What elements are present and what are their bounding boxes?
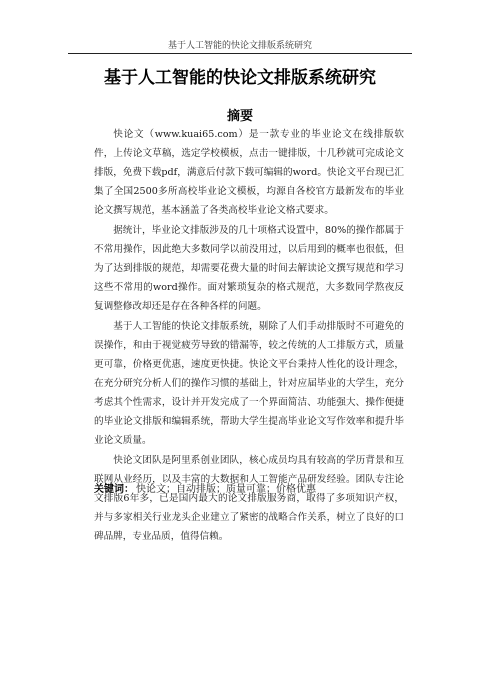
keywords-label: 关键词：: [94, 484, 134, 495]
paper-title: 基于人工智能的快论文排版系统研究: [104, 68, 376, 88]
header-rule: [68, 53, 412, 54]
keywords-values: 快论文；自动排版；质量可靠；价格优惠: [136, 484, 316, 495]
running-header: 基于人工智能的快论文排版系统研究: [167, 41, 312, 51]
abstract-paragraph-3: 基于人工智能的快论文排版系统，剔除了人们手动排版时不可避免的误操作，和由于视觉疲劳导致的错漏等，较之传统的人工排版方式，质量更可靠，价格更优惠，速度更快捷。快论文平台秉持人性化的设计理念，在充分研究分析人们的操作习惯的基础上，针对应届毕业的大学生，充分考虑其个性需求，设计并开发完成了一个界面简洁、功能强大、操作便捷的毕业论文排版和编辑系统，帮助大学生提高毕业论文写作效率和提升毕业论文质量。: [94, 321, 404, 446]
abstract-paragraph-4: 快论文团队是阿里系创业团队，核心成员均具有较高的学历背景和互联网从业经历，以及丰富的大数据和人工智能产品研发经验。团队专注论文排版6年多，已是国内最大的论文排版服务商，取得了多项知识产权，并与多家相关行业龙头企业建立了紧密的战略合作关系，树立了良好的口碑品牌，专业品质，值得信赖。: [94, 455, 404, 542]
abstract-paragraph-1: 快论文（www.kuai65.com）是一款专业的毕业论文在线排版软件，上传论文草稿，选定学校模板，点击一键排版，十几秒就可完成论文排版，免费下载pdf，满意后付款下载可编辑的word。快论文平台现已汇集了全国2500多所高校毕业论文模板，均源自各校官方最新发布的毕业论文撰写规范，基本涵盖了各类高校毕业论文格式要求。: [94, 129, 404, 216]
abstract-heading: 摘要: [226, 109, 253, 124]
keywords-line: [94, 483, 404, 497]
abstract-paragraph-2: 据统计，毕业论文排版涉及的几十项格式设置中，80%的操作都属于不常用操作，因此绝大多数同学以前没用过，以后用到的概率也很低，但为了达到排版的规范，却需要花费大量的时间去解读论文撰写规范和学习这些不常用的word操作。面对繁琐复杂的格式规范，大多数同学熬夜反复调整修改却还是存在各种各样的问题。: [94, 225, 404, 312]
